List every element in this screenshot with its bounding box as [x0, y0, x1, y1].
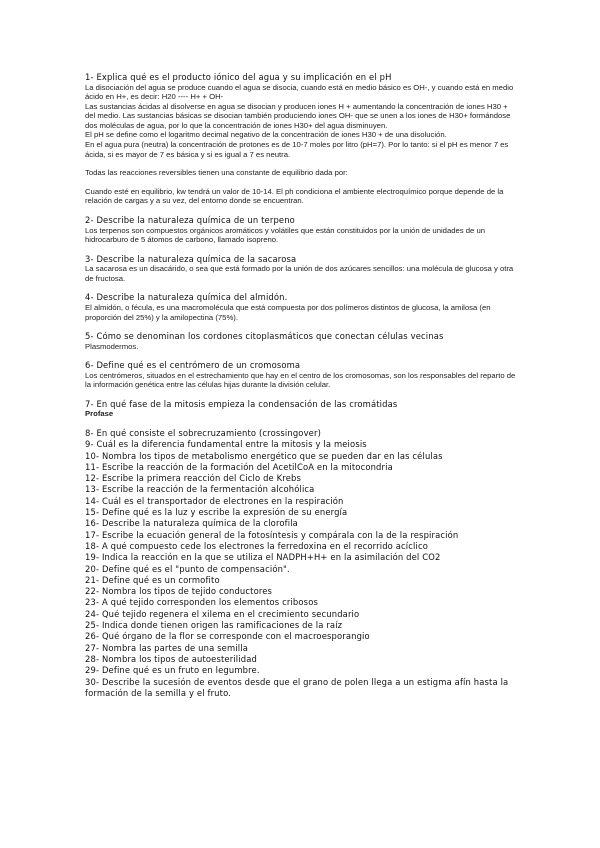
question-3-title: 3- Describe la naturaleza química de la sacarosa: [85, 253, 297, 264]
list-item: 23- A qué tejido corresponden los elementos cribosos: [85, 597, 318, 608]
list-item: 12- Escribe la primera reacción del Ciclo de Krebs: [85, 473, 301, 484]
question-1-title: 1- Explica qué es el producto iónico del agua y su implicación en el pH: [85, 72, 392, 82]
list-item: 29- Define qué es un fruto en legumbre.: [85, 665, 260, 676]
list-item: 21- Define qué es un cormofito: [85, 574, 220, 585]
list-item: 15- Define qué es la luz y escribe la expresión de su energía: [85, 507, 348, 518]
question-5: [85, 331, 517, 351]
question-4-answer: El almidón, o fécula, es una macromolécula que está compuesta por dos polímeros distintos de glucosa, la amilosa (en proporción del 25%) y la amilopectina (75%).: [85, 302, 491, 322]
question-2-answer: Los terpenos son compuestos orgánicos aromáticos y volátiles que están constituidos por la unión de unidades de un hidrocarburo de 5 átomos de carbono, llamado isopreno.: [85, 225, 485, 245]
list-item: 18- A qué compuesto cede los electrones la ferredoxina en el recorrido acíclico: [85, 540, 428, 551]
list-item: 20- Define qué es el "punto de compensación".: [85, 563, 290, 574]
answer-paragraph: El pH se define como el logaritmo decimal negativo de la concentración de iones H30 + de una disolución.: [85, 130, 447, 140]
question-2: [85, 215, 517, 245]
question-6-title: 6- Define qué es el centrómero de un cromosoma: [85, 360, 301, 371]
list-item: 16- Describe la naturaleza química de la clorofila: [85, 518, 298, 529]
question-6-answer: Los centrómeros, situados en el estrechamiento que hay en el centro de los cromosomas, son los responsables del reparto de la información genética entre las células hijas durante la división celular.: [85, 370, 516, 390]
question-5-answer: Plasmodermos.: [85, 341, 139, 351]
question-7: [85, 399, 517, 419]
list-item: 17- Escribe la ecuación general de la fotosíntesis y compárala con la de la respiración: [85, 529, 459, 540]
list-item: 27- Nombra las partes de una semilla: [85, 642, 249, 653]
list-item: 25- Indica donde tienen origen las ramificaciones de la raíz: [85, 620, 343, 631]
answer-paragraph: En el agua pura (neutra) la concentración de protones es de 10-7 moles por litro (pH=7). Por lo tanto: si el pH es menor 7 es ácida, si es mayor de 7 es básica y si es igual a 7 es neutra.: [85, 140, 509, 159]
question-7-answer: Profase: [85, 409, 114, 419]
answer-paragraph: Cuando esté en equilibrio, kw tendrá un valor de 10-14. El ph condiciona el ambiente electroquímico porque depende de la relación de cargas y a su vez, del entorno donde se encuentran.: [85, 186, 504, 206]
question-3: [85, 254, 517, 284]
answer-paragraph: La disociación del agua se produce cuando el agua se disocia, cuando está en medio básico es OH-, y cuando está en medio ácido en H+, es decir: H20 ---- H+ + OH-: [85, 82, 514, 102]
question-4-title: 4- Describe la naturaleza química del almidón.: [85, 292, 288, 303]
question-list: [85, 428, 517, 699]
question-2-title: 2- Describe la naturaleza química de un terpeno: [85, 215, 295, 226]
list-item: 26- Qué órgano de la flor se corresponde con el macroesporangio: [85, 631, 370, 642]
question-3-answer: La sacarosa es un disacárido, o sea que está formado por la unión de dos azúcares sencillos: una molécula de glucosa y otra de fructosa.: [85, 264, 514, 283]
list-item: 10- Nombra los tipos de metabolismo energético que se pueden dar en las células: [85, 450, 443, 461]
question-6: [85, 360, 517, 390]
list-item: 30- Describe la sucesión de eventos desde que el grano de polen llega a un estigma afín hasta la formación de la semilla y el fruto.: [85, 676, 509, 698]
list-item: 19- Indica la reacción en la que se utiliza el NADPH+H+ en la asimilación del CO2: [85, 552, 441, 563]
question-1: [85, 72, 517, 206]
document-page: [85, 72, 517, 699]
question-5-title: 5- Cómo se denominan los cordones citoplasmáticos que conectan células vecinas: [85, 331, 444, 342]
list-item: 9- Cuál es la diferencia fundamental entre la mitosis y la meiosis: [85, 439, 367, 450]
list-item: 22- Nombra los tipos de tejido conductores: [85, 586, 273, 597]
question-7-title: 7- En qué fase de la mitosis empieza la condensación de las cromátidas: [85, 398, 398, 409]
list-item: 8- En qué consiste el sobrecruzamiento (crossingover): [85, 427, 321, 438]
question-4: [85, 292, 517, 322]
answer-paragraph: Todas las reacciones reversibles tienen una constante de equilibrio dada por:: [85, 168, 348, 178]
list-item: 24- Qué tejido regenera el xilema en el crecimiento secundario: [85, 608, 360, 619]
list-item: 28- Nombra los tipos de autoesterilidad: [85, 653, 257, 664]
list-item: 14- Cuál es el transportador de electrones en la respiración: [85, 495, 344, 506]
list-item: 11- Escribe la reacción de la formación del AcetilCoA en la mitocondria: [85, 461, 393, 472]
list-item: 13- Escribe la reacción de la fermentación alcohólica: [85, 484, 315, 495]
question-1-answer: [85, 83, 517, 207]
answer-paragraph: Las sustancias ácidas al disolverse en agua se disocian y producen iones H + aumentando la concentración de iones H30 + del medio. Las sustancias básicas se disocian también produciendo iones OH- que se unen a los iones de H30+ formándose dos moléculas de agua, por lo que la concentración de iones H30+ del agua disminuyen.: [85, 101, 511, 130]
